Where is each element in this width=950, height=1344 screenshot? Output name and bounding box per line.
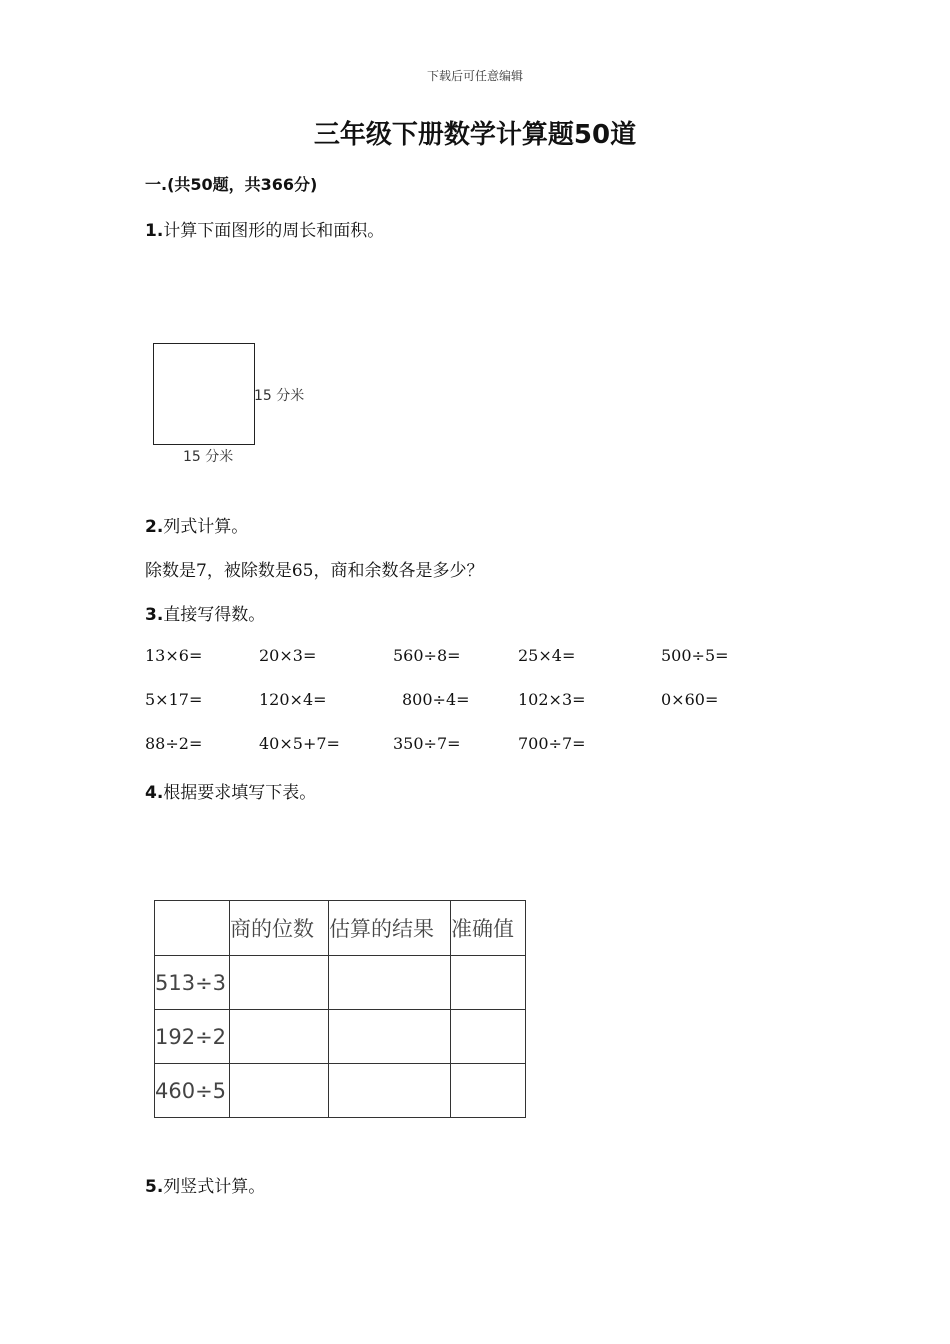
question-number: 2. [145, 517, 164, 537]
table-cell: 192÷2 [155, 1010, 230, 1064]
side-length-label: 15 分米 [254, 388, 305, 404]
table-header-cell: 商的位数 [230, 901, 329, 956]
question-4 [145, 778, 316, 803]
question-text: 列式计算。 [163, 517, 249, 537]
question-number: 4. [145, 783, 164, 803]
calc-item: 350÷7= [393, 734, 461, 753]
question-number: 3. [145, 605, 164, 625]
question-3 [145, 600, 265, 625]
calc-item: 700÷7= [518, 734, 586, 753]
question-5 [145, 1172, 265, 1197]
table-cell: 460÷5 [155, 1064, 230, 1118]
estimation-table [154, 900, 526, 1118]
question-2-detail: 除数是7，被除数是65，商和余数各是多少？ [145, 561, 484, 581]
table-cell [451, 1010, 526, 1064]
table-cell [329, 956, 451, 1010]
calc-item: 25×4= [518, 646, 576, 665]
table-header-cell: 准确值 [451, 901, 526, 956]
table-row [155, 1010, 526, 1064]
square-figure [153, 343, 255, 445]
table-cell [451, 1064, 526, 1118]
question-text: 计算下面图形的周长和面积。 [163, 221, 385, 241]
question-text: 根据要求填写下表。 [163, 783, 317, 803]
question-number: 1. [145, 221, 164, 241]
table-cell [230, 1064, 329, 1118]
table-cell [230, 1010, 329, 1064]
table-cell: 513÷3 [155, 956, 230, 1010]
question-1 [145, 216, 384, 241]
calc-item: 20×3= [259, 646, 317, 665]
table-cell [451, 956, 526, 1010]
table-header-cell [155, 901, 230, 956]
question-2 [145, 512, 248, 537]
calc-item: 560÷8= [393, 646, 461, 665]
calc-item: 500÷5= [661, 646, 729, 665]
calc-item: 120×4= [259, 690, 327, 709]
calc-item: 13×6= [145, 646, 203, 665]
table-header-cell: 估算的结果 [329, 901, 451, 956]
table-row [155, 956, 526, 1010]
calc-item: 88÷2= [145, 734, 203, 753]
header-note: 下载后可任意编辑 [426, 69, 523, 83]
calc-item: 800÷4= [402, 690, 470, 709]
table-cell [230, 956, 329, 1010]
question-number: 5. [145, 1177, 164, 1197]
table-row [155, 1064, 526, 1118]
calc-item: 5×17= [145, 690, 203, 709]
table-header-row [155, 901, 526, 956]
table-cell [329, 1064, 451, 1118]
calc-item: 102×3= [518, 690, 586, 709]
question-text: 列竖式计算。 [163, 1177, 266, 1197]
table-cell [329, 1010, 451, 1064]
calc-item: 40×5+7= [259, 734, 340, 753]
page-title: 三年级下册数学计算题50道 [313, 120, 637, 150]
section-heading: 一.(共50题，共366分) [145, 175, 318, 194]
question-text: 直接写得数。 [163, 605, 266, 625]
bottom-length-label: 15 分米 [183, 449, 234, 465]
calc-item: 0×60= [661, 690, 719, 709]
